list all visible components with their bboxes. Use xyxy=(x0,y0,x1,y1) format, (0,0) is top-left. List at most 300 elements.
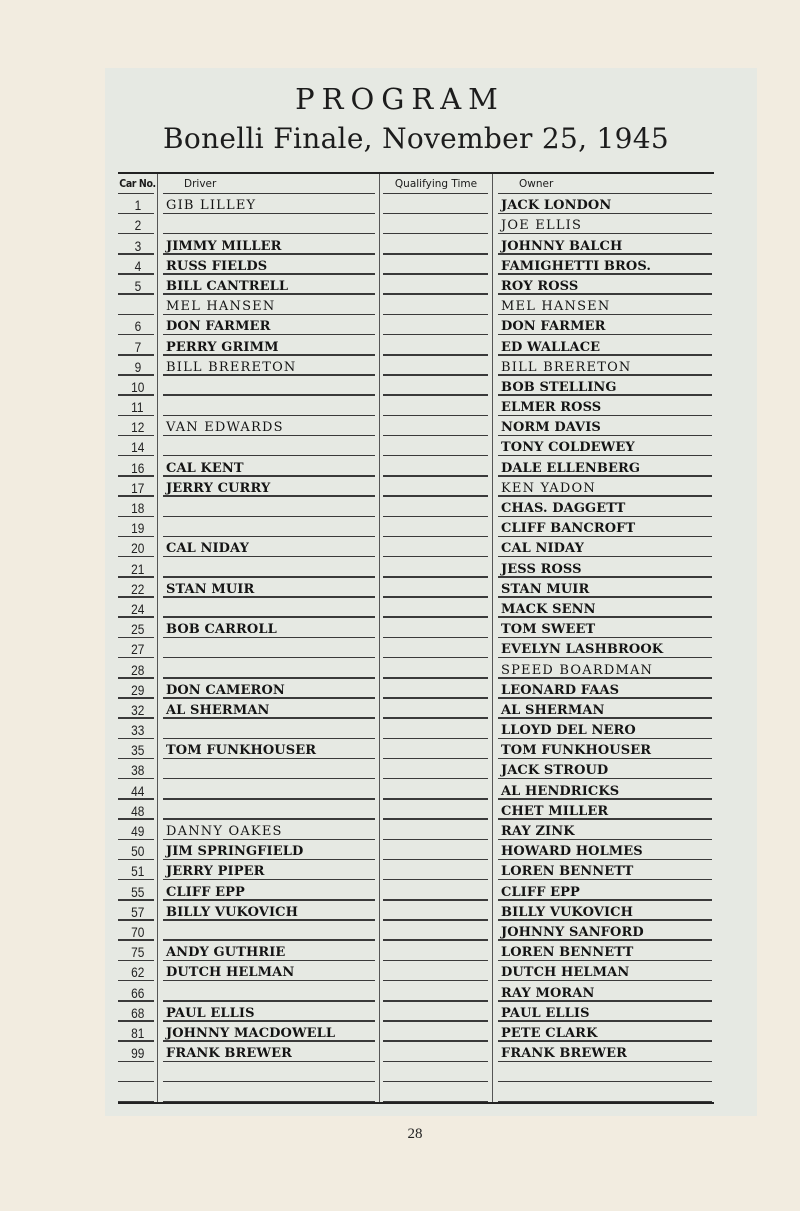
driver-name-cell xyxy=(158,699,380,719)
driver-name-cell xyxy=(158,800,380,820)
qualifying-time-cell xyxy=(380,497,493,517)
table-row xyxy=(118,658,714,678)
owner-name-cell xyxy=(493,376,714,396)
owner-name: BOB STELLING xyxy=(501,379,617,395)
car-number: 68 xyxy=(130,1004,145,1021)
qualifying-time-cell xyxy=(380,1062,493,1082)
owner-name: CLIFF EPP xyxy=(501,884,580,900)
car-number: 5 xyxy=(134,277,141,294)
owner-name-cell xyxy=(493,840,714,860)
table-row xyxy=(118,679,714,699)
qualifying-time-cell xyxy=(380,658,493,678)
owner-name: FAMIGHETTI BROS. xyxy=(501,258,651,274)
car-number-cell xyxy=(118,840,158,860)
table-row xyxy=(118,800,714,820)
driver-name: BILL BRERETON xyxy=(166,359,297,375)
driver-name: AL SHERMAN xyxy=(166,702,270,718)
driver-name: CAL KENT xyxy=(166,460,244,476)
car-number: 16 xyxy=(130,459,145,476)
car-number-cell xyxy=(118,921,158,941)
car-number: 17 xyxy=(130,479,145,496)
car-number: 66 xyxy=(130,984,145,1001)
car-number-cell xyxy=(118,981,158,1001)
car-number: 21 xyxy=(130,560,145,577)
owner-name-cell xyxy=(493,295,714,315)
table-row xyxy=(118,981,714,1001)
page-title: PROGRAM xyxy=(295,82,505,116)
owner-name-cell xyxy=(493,275,714,295)
owner-name: LLOYD DEL NERO xyxy=(501,723,636,739)
driver-name-cell xyxy=(158,477,380,497)
qualifying-time-cell xyxy=(380,557,493,577)
driver-name-cell xyxy=(158,921,380,941)
car-number: 28 xyxy=(130,661,145,678)
owner-name-cell xyxy=(493,255,714,275)
table-row xyxy=(118,477,714,497)
qualifying-time-cell xyxy=(380,719,493,739)
car-number-cell xyxy=(118,941,158,961)
car-number-cell xyxy=(118,356,158,376)
car-number: 75 xyxy=(130,944,145,961)
owner-name-cell xyxy=(493,517,714,537)
car-number-cell xyxy=(118,1002,158,1022)
car-number-cell xyxy=(118,658,158,678)
owner-name: DON FARMER xyxy=(501,319,606,335)
car-number: 18 xyxy=(130,500,145,516)
driver-name: RUSS FIELDS xyxy=(166,258,268,274)
qualifying-time-cell xyxy=(380,1002,493,1022)
qualifying-time-cell xyxy=(380,779,493,799)
qualifying-time-cell xyxy=(380,517,493,537)
qualifying-time-cell xyxy=(380,255,493,275)
owner-name-cell xyxy=(493,557,714,577)
owner-name-cell xyxy=(493,759,714,779)
table-row xyxy=(118,456,714,476)
driver-name-cell xyxy=(158,255,380,275)
table-row xyxy=(118,779,714,799)
owner-name-cell xyxy=(493,214,714,234)
qualifying-time-cell xyxy=(380,396,493,416)
owner-name: PETE CLARK xyxy=(501,1025,598,1041)
driver-name: DANNY OAKES xyxy=(166,824,283,839)
car-number-cell xyxy=(118,901,158,921)
car-number-cell xyxy=(118,295,158,315)
driver-name-cell xyxy=(158,194,380,214)
owner-name: PAUL ELLIS xyxy=(501,1005,590,1021)
car-number: 2 xyxy=(134,217,141,234)
owner-name-cell xyxy=(493,598,714,618)
car-number-cell xyxy=(118,1062,158,1082)
owner-name: LEONARD FAAS xyxy=(501,682,620,698)
owner-name: MEL HANSEN xyxy=(501,299,611,315)
header-qualifying-time: Qualifying Time xyxy=(380,174,493,194)
qualifying-time-cell xyxy=(380,537,493,557)
table-row xyxy=(118,759,714,779)
table-row xyxy=(118,214,714,234)
table-row xyxy=(118,739,714,759)
owner-name-cell xyxy=(493,739,714,759)
owner-name-cell xyxy=(493,1082,714,1102)
qualifying-time-cell xyxy=(380,739,493,759)
car-number: 9 xyxy=(134,358,141,375)
qualifying-time-cell xyxy=(380,275,493,295)
driver-name: DUTCH HELMAN xyxy=(166,965,295,981)
qualifying-time-cell xyxy=(380,961,493,981)
owner-name-cell xyxy=(493,477,714,497)
qualifying-time-cell xyxy=(380,1082,493,1102)
table-body xyxy=(118,194,714,1102)
table-row xyxy=(118,699,714,719)
owner-name-cell xyxy=(493,1042,714,1062)
owner-name-cell xyxy=(493,335,714,355)
owner-name-cell xyxy=(493,456,714,476)
driver-name: VAN EDWARDS xyxy=(166,420,284,436)
qualifying-time-cell xyxy=(380,699,493,719)
qualifying-time-cell xyxy=(380,981,493,1001)
driver-name-cell xyxy=(158,376,380,396)
owner-name-cell xyxy=(493,194,714,214)
driver-name-cell xyxy=(158,941,380,961)
driver-name-cell xyxy=(158,214,380,234)
driver-name: DON CAMERON xyxy=(166,682,285,698)
driver-name: GIB LILLEY xyxy=(166,198,257,214)
owner-name: EVELYN LASHBROOK xyxy=(501,642,664,658)
table-row xyxy=(118,618,714,638)
car-number-cell xyxy=(118,477,158,497)
owner-name-cell xyxy=(493,396,714,416)
driver-name-cell xyxy=(158,638,380,658)
table-row xyxy=(118,941,714,961)
page-number: 28 xyxy=(407,1126,423,1142)
table-row xyxy=(118,376,714,396)
owner-name: TONY COLDEWEY xyxy=(501,440,635,456)
owner-name: JOE ELLIS xyxy=(501,218,583,234)
car-number: 12 xyxy=(130,419,145,436)
driver-name-cell xyxy=(158,578,380,598)
event-subtitle: Bonelli Finale, November 25, 1945 xyxy=(163,122,669,155)
car-number-cell xyxy=(118,436,158,456)
driver-name-cell xyxy=(158,1042,380,1062)
owner-name: RAY ZINK xyxy=(501,824,575,839)
car-number: 3 xyxy=(134,237,141,254)
driver-name-cell xyxy=(158,315,380,335)
driver-name: JOHNNY MACDOWELL xyxy=(166,1025,336,1041)
car-number: 51 xyxy=(130,863,145,880)
table-row xyxy=(118,1022,714,1042)
car-number-cell xyxy=(118,779,158,799)
car-number: 14 xyxy=(130,439,145,456)
owner-name: JOHNNY SANFORD xyxy=(501,924,644,940)
qualifying-time-cell xyxy=(380,578,493,598)
owner-name-cell xyxy=(493,537,714,557)
table-row xyxy=(118,315,714,335)
table-row xyxy=(118,1042,714,1062)
owner-name-cell xyxy=(493,719,714,739)
car-number-cell xyxy=(118,880,158,900)
qualifying-time-cell xyxy=(380,477,493,497)
owner-name-cell xyxy=(493,921,714,941)
car-number-cell xyxy=(118,598,158,618)
qualifying-time-cell xyxy=(380,679,493,699)
owner-name: ROY ROSS xyxy=(501,278,579,294)
table-row xyxy=(118,517,714,537)
driver-name-cell xyxy=(158,436,380,456)
car-number-cell xyxy=(118,275,158,295)
owner-name-cell xyxy=(493,416,714,436)
car-number-cell xyxy=(118,255,158,275)
driver-name: CLIFF EPP xyxy=(166,884,245,900)
qualifying-time-cell xyxy=(380,194,493,214)
car-number-cell xyxy=(118,1082,158,1102)
car-number-cell xyxy=(118,800,158,820)
owner-name-cell xyxy=(493,779,714,799)
owner-name: STAN MUIR xyxy=(501,581,590,597)
driver-name-cell xyxy=(158,497,380,517)
table-row xyxy=(118,961,714,981)
owner-name: LOREN BENNETT xyxy=(501,945,634,961)
qualifying-time-cell xyxy=(380,880,493,900)
table-row xyxy=(118,901,714,921)
table-row xyxy=(118,436,714,456)
qualifying-time-cell xyxy=(380,234,493,254)
qualifying-time-cell xyxy=(380,376,493,396)
car-number: 70 xyxy=(130,923,145,940)
table-row xyxy=(118,537,714,557)
car-number: 20 xyxy=(130,540,145,557)
driver-name-cell xyxy=(158,416,380,436)
qualifying-time-cell xyxy=(380,860,493,880)
car-number-cell xyxy=(118,578,158,598)
qualifying-time-cell xyxy=(380,618,493,638)
qualifying-time-cell xyxy=(380,295,493,315)
owner-name: MACK SENN xyxy=(501,601,596,617)
driver-name: STAN MUIR xyxy=(166,581,255,597)
car-number: 50 xyxy=(130,843,145,860)
car-number: 7 xyxy=(134,338,141,355)
owner-name-cell xyxy=(493,901,714,921)
car-number-cell xyxy=(118,860,158,880)
header-owner: Owner xyxy=(493,174,714,194)
car-number: 24 xyxy=(130,600,145,617)
owner-name-cell xyxy=(493,679,714,699)
table-row xyxy=(118,719,714,739)
owner-name: CHAS. DAGGETT xyxy=(501,501,626,516)
driver-name-cell xyxy=(158,901,380,921)
qualifying-time-cell xyxy=(380,800,493,820)
car-number-cell xyxy=(118,537,158,557)
qualifying-time-cell xyxy=(380,820,493,840)
owner-name-cell xyxy=(493,315,714,335)
table-row xyxy=(118,416,714,436)
owner-name-cell xyxy=(493,860,714,880)
car-number-cell xyxy=(118,961,158,981)
table-row xyxy=(118,840,714,860)
table-row xyxy=(118,275,714,295)
owner-name: JACK LONDON xyxy=(501,198,612,214)
car-number: 48 xyxy=(130,802,145,819)
owner-name-cell xyxy=(493,880,714,900)
car-number-cell xyxy=(118,376,158,396)
car-number: 33 xyxy=(130,722,145,739)
driver-name-cell xyxy=(158,1062,380,1082)
owner-name: TOM SWEET xyxy=(501,622,596,638)
driver-name-cell xyxy=(158,618,380,638)
owner-name-cell xyxy=(493,1022,714,1042)
car-number-cell xyxy=(118,194,158,214)
owner-name: CHET MILLER xyxy=(501,803,609,819)
car-number-cell xyxy=(118,679,158,699)
driver-name-cell xyxy=(158,598,380,618)
car-number: 62 xyxy=(130,964,145,981)
owner-name: CLIFF BANCROFT xyxy=(501,521,636,537)
car-number: 25 xyxy=(130,621,145,638)
driver-name: CAL NIDAY xyxy=(166,541,249,557)
table-row xyxy=(118,860,714,880)
owner-name: BILL BRERETON xyxy=(501,359,632,375)
driver-name-cell xyxy=(158,396,380,416)
car-number-cell xyxy=(118,234,158,254)
driver-name-cell xyxy=(158,820,380,840)
car-number: 27 xyxy=(130,641,145,658)
car-number-cell xyxy=(118,699,158,719)
qualifying-time-cell xyxy=(380,598,493,618)
car-number-cell xyxy=(118,416,158,436)
qualifying-time-cell xyxy=(380,416,493,436)
driver-name-cell xyxy=(158,961,380,981)
car-number-cell xyxy=(118,739,158,759)
table-row xyxy=(118,880,714,900)
owner-name-cell xyxy=(493,356,714,376)
driver-name: BILL CANTRELL xyxy=(166,278,289,294)
owner-name-cell xyxy=(493,820,714,840)
driver-name: BOB CARROLL xyxy=(166,622,277,638)
car-number-cell xyxy=(118,214,158,234)
driver-name-cell xyxy=(158,759,380,779)
owner-name: RAY MORAN xyxy=(501,985,595,1001)
owner-name: SPEED BOARDMAN xyxy=(501,662,654,678)
table-row xyxy=(118,335,714,355)
qualifying-time-cell xyxy=(380,901,493,921)
table-row xyxy=(118,255,714,275)
owner-name: HOWARD HOLMES xyxy=(501,844,643,860)
owner-name: LOREN BENNETT xyxy=(501,864,634,880)
car-number: 32 xyxy=(130,701,145,718)
qualifying-time-cell xyxy=(380,921,493,941)
table-row xyxy=(118,921,714,941)
car-number: 55 xyxy=(130,883,145,900)
car-number: 10 xyxy=(130,378,145,395)
header-driver: Driver xyxy=(158,174,380,194)
driver-name: PERRY GRIMM xyxy=(166,339,279,355)
header-car-no: Car No. xyxy=(118,174,158,194)
driver-name: FRANK BREWER xyxy=(166,1046,293,1062)
owner-name: DUTCH HELMAN xyxy=(501,965,630,981)
driver-name-cell xyxy=(158,1022,380,1042)
owner-name-cell xyxy=(493,578,714,598)
table-row xyxy=(118,820,714,840)
owner-name: KEN YADON xyxy=(501,480,596,496)
car-number-cell xyxy=(118,335,158,355)
car-number: 49 xyxy=(130,823,145,839)
driver-name-cell xyxy=(158,880,380,900)
qualifying-time-cell xyxy=(380,638,493,658)
driver-name-cell xyxy=(158,517,380,537)
program-table xyxy=(118,172,714,1104)
car-number: 99 xyxy=(130,1045,145,1062)
car-number-cell xyxy=(118,396,158,416)
table-row xyxy=(118,295,714,315)
driver-name-cell xyxy=(158,356,380,376)
qualifying-time-cell xyxy=(380,941,493,961)
car-number: 11 xyxy=(131,399,144,416)
owner-name-cell xyxy=(493,638,714,658)
qualifying-time-cell xyxy=(380,436,493,456)
table-row xyxy=(118,497,714,517)
car-number: 1 xyxy=(134,197,141,214)
driver-name: TOM FUNKHOUSER xyxy=(166,743,317,759)
driver-name-cell xyxy=(158,739,380,759)
table-row xyxy=(118,194,714,214)
driver-name: MEL HANSEN xyxy=(166,299,276,315)
car-number: 35 xyxy=(130,742,145,759)
owner-name-cell xyxy=(493,618,714,638)
owner-name-cell xyxy=(493,1062,714,1082)
car-number: 22 xyxy=(130,580,145,597)
car-number: 57 xyxy=(130,903,145,920)
car-number: 81 xyxy=(130,1024,145,1041)
table-row xyxy=(118,1082,714,1102)
owner-name: JACK STROUD xyxy=(501,763,609,779)
owner-name: CAL NIDAY xyxy=(501,541,584,557)
table-row xyxy=(118,396,714,416)
driver-name-cell xyxy=(158,234,380,254)
car-number: 6 xyxy=(134,318,141,335)
driver-name: PAUL ELLIS xyxy=(166,1005,255,1021)
driver-name-cell xyxy=(158,981,380,1001)
owner-name-cell xyxy=(493,1002,714,1022)
qualifying-time-cell xyxy=(380,335,493,355)
car-number: 38 xyxy=(130,762,145,779)
table-row xyxy=(118,1062,714,1082)
car-number: 19 xyxy=(130,520,145,537)
table-row xyxy=(118,234,714,254)
table-header-row xyxy=(118,174,714,194)
driver-name-cell xyxy=(158,779,380,799)
car-number-cell xyxy=(118,456,158,476)
car-number-cell xyxy=(118,1042,158,1062)
car-number-cell xyxy=(118,719,158,739)
driver-name-cell xyxy=(158,275,380,295)
driver-name-cell xyxy=(158,1082,380,1102)
driver-name-cell xyxy=(158,679,380,699)
driver-name-cell xyxy=(158,860,380,880)
driver-name: JERRY CURRY xyxy=(166,480,271,496)
driver-name: DON FARMER xyxy=(166,319,271,335)
owner-name: ELMER ROSS xyxy=(501,400,602,416)
driver-name: BILLY VUKOVICH xyxy=(166,904,298,920)
owner-name: JESS ROSS xyxy=(501,561,582,577)
owner-name-cell xyxy=(493,941,714,961)
table-row xyxy=(118,578,714,598)
driver-name: JIM SPRINGFIELD xyxy=(166,844,304,860)
owner-name: BILLY VUKOVICH xyxy=(501,904,633,920)
car-number-cell xyxy=(118,638,158,658)
owner-name-cell xyxy=(493,234,714,254)
table-row xyxy=(118,638,714,658)
owner-name: DALE ELLENBERG xyxy=(501,460,641,476)
driver-name-cell xyxy=(158,719,380,739)
qualifying-time-cell xyxy=(380,1042,493,1062)
